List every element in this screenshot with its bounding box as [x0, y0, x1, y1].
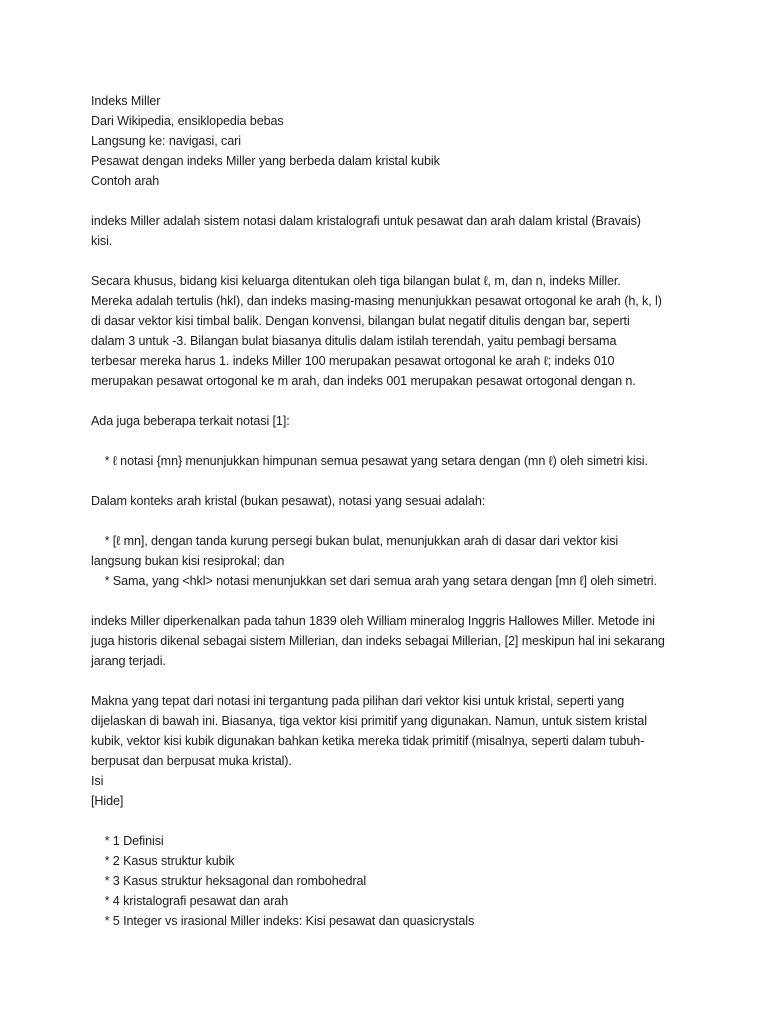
direction-context-line: Dalam konteks arah kristal (bukan pesawat), notasi yang sesuai adalah: — [91, 494, 486, 508]
list-item-continuation: langsung bukan kisi resiprokal; dan — [91, 554, 285, 568]
history-line: indeks Miller diperkenalkan pada tahun 1839 oleh William mineralog Inggris Hallowes Miller. Metode ini — [91, 614, 655, 628]
meaning-line: kubik, vektor kisi kubik digunakan bahkan ketika mereka tidak primitif (misalnya, seperti dalam tubuh- — [91, 734, 645, 748]
list-item: * Sama, yang <hkl> notasi menunjukkan set dari semua arah yang setara dengan [mn ℓ] oleh simetri. — [91, 574, 657, 588]
toc-item: * 5 Integer vs irasional Miller indeks: Kisi pesawat dan quasicrystals — [91, 914, 475, 928]
definition-line: merupakan pesawat ortogonal ke m arah, dan indeks 001 merupakan pesawat ortogonal dengan n. — [91, 374, 636, 388]
jump-line: Langsung ke: navigasi, cari — [91, 134, 241, 148]
definition-line: di dasar vektor kisi timbal balik. Dengan konvensi, bilangan bulat negatif ditulis dengan bar, seperti — [91, 314, 630, 328]
toc-item: * 3 Kasus struktur heksagonal dan rombohedral — [91, 874, 367, 888]
spacer — [91, 511, 691, 531]
toc-item: * 2 Kasus struktur kubik — [91, 854, 235, 868]
history-paragraph — [91, 611, 691, 671]
definition-line: Mereka adalah tertulis (hkl), dan indeks masing-masing menunjukkan pesawat ortogonal ke arah (h, k, l) — [91, 294, 662, 308]
list-item: * ℓ notasi {mn} menunjukkan himpunan semua pesawat yang setara dengan (mn ℓ) oleh simetri kisi. — [91, 454, 648, 468]
definition-line: dalam 3 untuk -3. Bilangan bulat biasanya ditulis dalam istilah terendah, yaitu pembagi bersama — [91, 334, 617, 348]
meaning-line: berpusat dan berpusat muka kristal). — [91, 754, 292, 768]
hide-toggle-text: [Hide] — [91, 794, 124, 808]
spacer — [91, 391, 691, 411]
definition-paragraph — [91, 271, 691, 391]
list-item: * [ℓ mn], dengan tanda kurung persegi bukan bulat, menunjukkan arah di dasar dari vektor kisi — [91, 534, 619, 548]
spacer — [91, 811, 691, 831]
toc-item: * 4 kristalografi pesawat dan arah — [91, 894, 289, 908]
intro-paragraph — [91, 211, 691, 251]
spacer — [91, 191, 691, 211]
intro-line: indeks Miller adalah sistem notasi dalam kristalografi untuk pesawat dan arah dalam kristal (Bravais) — [91, 214, 641, 228]
definition-line: Secara khusus, bidang kisi keluarga ditentukan oleh tiga bilangan bulat ℓ, m, dan n, indeks Miller. — [91, 274, 621, 288]
spacer — [91, 591, 691, 611]
intro-line: kisi. — [91, 234, 113, 248]
definition-line: terbesar mereka harus 1. indeks Miller 100 merupakan pesawat ortogonal ke arah ℓ; indeks 010 — [91, 354, 615, 368]
source-line: Dari Wikipedia, ensiklopedia bebas — [91, 114, 284, 128]
spacer — [91, 251, 691, 271]
direction-notation-list — [91, 531, 691, 591]
meaning-paragraph — [91, 691, 691, 811]
toc-item: * 1 Definisi — [91, 834, 164, 848]
table-of-contents — [91, 831, 691, 931]
image-caption-planes: Pesawat dengan indeks Miller yang berbeda dalam kristal kubik — [91, 154, 440, 168]
spacer — [91, 471, 691, 491]
history-line: juga historis dikenal sebagai sistem Millerian, dan indeks sebagai Millerian, [2] meskipun hal ini sekarang — [91, 634, 665, 648]
image-caption-directions: Contoh arah — [91, 174, 160, 188]
page-title: Indeks Miller — [91, 94, 161, 108]
meaning-line: Makna yang tepat dari notasi ini tergantung pada pilihan dari vektor kisi untuk kristal, seperti yang — [91, 694, 625, 708]
meaning-line: dijelaskan di bawah ini. Biasanya, tiga vektor kisi primitif yang digunakan. Namun, untuk sistem kristal — [91, 714, 647, 728]
spacer — [91, 431, 691, 451]
spacer — [91, 671, 691, 691]
document-body — [91, 91, 691, 931]
history-line: jarang terjadi. — [91, 654, 166, 668]
contents-heading: Isi — [91, 774, 104, 788]
related-notation-heading: Ada juga beberapa terkait notasi [1]: — [91, 414, 290, 428]
